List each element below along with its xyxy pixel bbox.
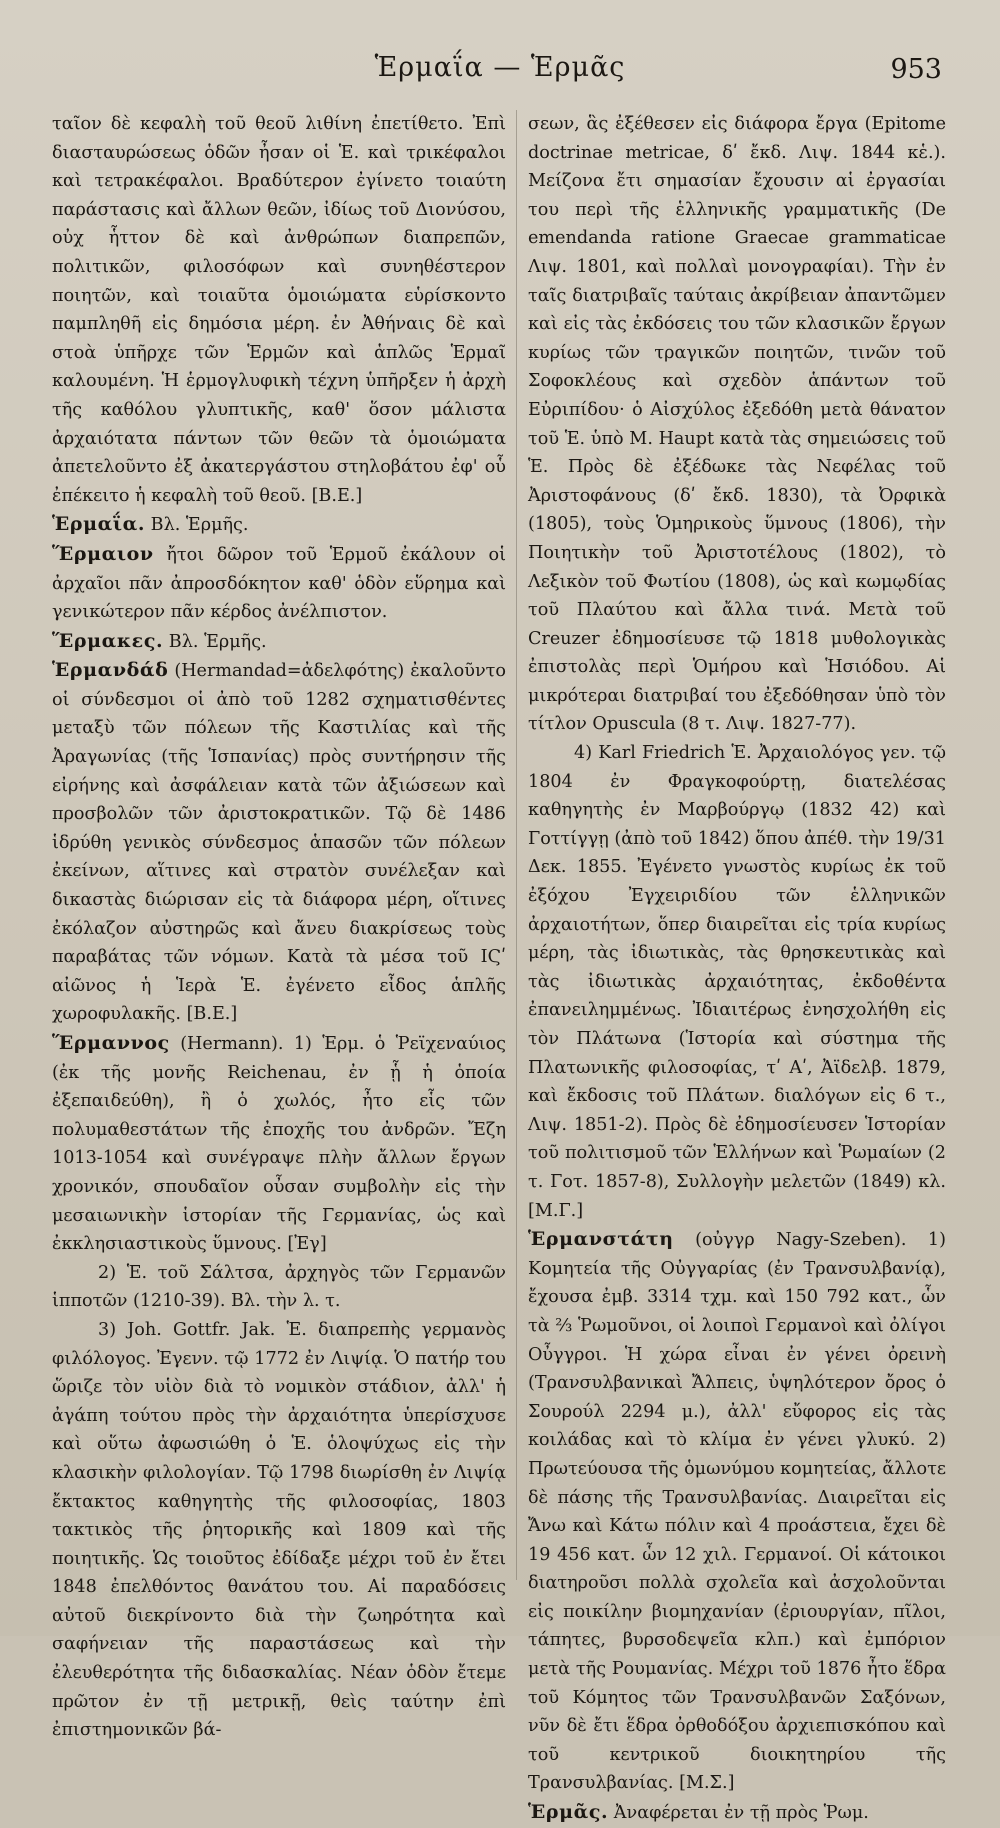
- right-column: [528, 110, 946, 1824]
- entry-text: Ἀναφέρεται ἐν τῇ πρὸς Ῥωμ.: [608, 1803, 869, 1824]
- entry-text: (Hermandad=ἀδελφότης) ἐκαλοῦντο οἱ σύνδεσμοι οἱ ἀπὸ τοῦ 1282 σχηματισθέντες μεταξὺ τῶν πόλεων τῆς Καστιλίας καὶ τῆς Ἀραγωνίας (τῆς Ἱσπανίας) πρὸς συντήρησιν τῆς εἰρήνης καὶ ἀσφάλειαν κατὰ τῶν ἀξιώσεων καὶ προσβολῶν τῶν ἀριστοκρατικῶν. Τῷ δὲ 1486 ἱδρύθη γενικὸς σύνδεσμος ἁπασῶν τῶν πόλεων ἐκείνων, αἵτινες καὶ στρατὸν συνέλεξαν καὶ δικαστὰς διώρισαν εἰς τὰ διάφορα μέρη, οἵτινες ἐκόλαζον αὐστηρῶς καὶ ἄνευ διακρίσεως τοὺς παραβάτας τῶν νόμων. Κατὰ τὰ μέσα τοῦ ΙϚʹ αἰῶνος ἡ Ἱερὰ Ἑ. ἐγένετο εἶδος ἁπλῆς χωροφυλακῆς. [Β.Ε.]: [52, 661, 506, 1025]
- subentry-4: 4) Karl Friedrich Ἑ. Ἀρχαιολόγος γεν. τῷ 1804 ἐν Φραγκοφούρτῃ, διατελέσας καθηγητὴς ἐν Μαρβούργῳ (1832 42) καὶ Γοττίγγῃ (ἀπὸ τοῦ 1842) ὅπου ἀπέθ. τὴν 19/31 Δεκ. 1855. Ἐγένετο γνωστὸς κυρίως ἐκ τοῦ ἐξόχου Ἐγχειριδίου τῶν ἑλληνικῶν ἀρχαιοτήτων, ὅπερ διαιρεῖται εἰς τρία κυρίως μέρη, τὰς ἰδιωτικὰς, τὰς θρησκευτικὰς καὶ τὰς ἰδιωτικὰς ἀρχαιότητας, ἐκδοθέντα ἐπανειλημμένως. Ἰδιαιτέρως ἐνησχολήθη εἰς τὸν Πλάτωνα (Ἱστορία καὶ σύστημα τῆς Πλατωνικῆς φιλοσοφίας, τʹ Αʹ, Ἀϊδελβ. 1879, καὶ ἔκδοσις τοῦ Πλάτων. διαλόγων εἰς 6 τ., Λιψ. 1851-2). Πρὸς δὲ ἐδημοσίευσεν Ἱστορίαν τοῦ πολιτισμοῦ τῶν Ἑλλήνων καὶ Ῥωμαίων (2 τ. Γοτ. 1857-8), Συλλογὴν μελετῶν (1849) κλ. [Μ.Γ.]: [528, 743, 946, 1221]
- entry-hermaia: [52, 510, 506, 540]
- entry-hermannstadt: [528, 1225, 946, 1798]
- left-column: [52, 110, 506, 1741]
- entry-text: (οὐγγρ Nagy-Szeben). 1) Κομητεία τῆς Οὐγγαρίας (ἐν Τρανσυλβανίᾳ), ἔχουσα ἐμβ. 3314 τχμ. καὶ 150 792 κατ., ὧν τὰ ⅔ Ῥωμοῦνοι, οἱ λοιποὶ Γερμανοὶ καὶ ὀλίγοι Οὖγγροι. Ἡ χώρα εἶναι ἐν γένει ὀρεινὴ (Τρανσυλβανικαὶ Ἄλπεις, ὑψηλότερον ὄρος ὁ Σουρούλ 2294 μ.), ἀλλ' εὔφορος εἰς τὰς κοιλάδας καὶ τὸ κλίμα ἐν γένει γλυκύ. 2) Πρωτεύουσα τῆς ὁμωνύμου κομητείας, ἄλλοτε δὲ πάσης τῆς Τρανσυλβανίας. Διαιρεῖται εἰς Ἄνω καὶ Κάτω πόλιν καὶ 4 προάστεια, ἔχει δὲ 19 456 κατ. ὧν 12 χιλ. Γερμανοί. Οἱ κάτοικοι διατηροῦσι πολλὰ σχολεῖα καὶ ἀσχολοῦνται εἰς ποικίλην βιομηχανίαν (ἐριουργίαν, πῖλοι, τάπητες, βυρσοδεψεῖα κλπ.) καὶ ἐμπόριον μετὰ τῆς Ρουμανίας. Μέχρι τοῦ 1876 ἦτο ἕδρα τοῦ Κόμητος τῶν Τρανσυλβανῶν Σαξόνων, νῦν δὲ ἔτι ἕδρα ὀρθοδόξου ἀρχιεπισκόπου καὶ τοῦ κεντρικοῦ διοικητηρίου τῆς Τρανσυλβανίας. [Μ.Σ.]: [528, 1230, 946, 1794]
- headword: Ἑρμαΐα.: [52, 513, 146, 536]
- headword: Ἕρμαιον: [52, 542, 154, 565]
- entry-hermaion: [52, 540, 506, 627]
- entry-text: Βλ. Ἑρμῆς.: [163, 631, 267, 652]
- entry-text: ἤτοι δῶρον τοῦ Ἑρμοῦ ἐκάλουν οἱ ἀρχαῖοι πᾶν ἀπροσδόκητον καθ' ὁδὸν εὕρημα καὶ γενικώτερον πᾶν κέρδος ἀνέλπιστον.: [52, 544, 506, 623]
- page-number: 953: [890, 54, 942, 85]
- headword: Ἕρμακες.: [52, 629, 164, 652]
- entry-hermandad: [52, 656, 506, 1029]
- running-title: Ἑρμαΐα — Ἑρμᾶς: [374, 52, 626, 83]
- subentry-3: 3) Joh. Gottfr. Jak. Ἑ. διαπρεπὴς γερμανὸς φιλόλογος. Ἐγενν. τῷ 1772 ἐν Λιψίᾳ. Ὁ πατήρ του ὥριζε τὸν υἱὸν διὰ τὸ νομικὸν στάδιον, ἀλλ' ἡ ἀγάπη τούτου πρὸς τὴν ἀρχαιότητα ὑπερίσχυσε καὶ οὕτω ἀφωσιώθη ὁ Ἑ. ὁλοψύχως εἰς τὴν κλασικὴν φιλολογίαν. Τῷ 1798 διωρίσθη ἐν Λιψίᾳ ἔκτακτος καθηγητὴς τῆς φιλοσοφίας, 1803 τακτικὸς τῆς ῥητορικῆς καὶ 1809 καὶ τῆς ποιητικῆς. Ὡς τοιοῦτος ἐδίδαξε μέχρι τοῦ ἐν ἔτει 1848 ἐπελθόντος θανάτου του. Αἱ παραδόσεις αὐτοῦ διεκρίνοντο διὰ τὴν ζωηρότητα καὶ σαφήνειαν τῆς παραστάσεως καὶ τὴν ἐλευθερότητα τῆς διδασκαλίας. Νέαν ὁδὸν ἔτεμε πρῶτον ἐν τῇ μετρικῇ, θεὶς ταύτην ἐπὶ ἐπιστημονικῶν βά-: [52, 1319, 506, 1741]
- entry-hermakes: [52, 627, 506, 657]
- headword: Ἑρμανστάτη: [528, 1228, 674, 1251]
- headword: Ἕρμαννος: [52, 1032, 170, 1054]
- page-header: [0, 52, 1000, 92]
- headword: Ἑρμᾶς.: [528, 1801, 609, 1824]
- entry-hermas: [528, 1798, 946, 1828]
- entry-continuation: σεων, ἃς ἐξέθεσεν εἰς διάφορα ἔργα (Epitome doctrinae metricae, δʹ ἔκδ. Λιψ. 1844 κἑ.). Μείζονα ἔτι σημασίαν ἔχουσιν αἱ ἐργασίαι του περὶ τῆς ἑλληνικῆς γραμματικῆς (De emendanda ratione Graecae grammaticae Λιψ. 1801, καὶ πολλαὶ μονογραφίαι). Τὴν ἐν ταῖς διατριβαῖς ταύταις ἀκρίβειαν ἀπαντῶμεν καὶ εἰς τὰς ἐκδόσεις του τῶν κλασικῶν ἔργων κυρίως τῶν τραγικῶν ποιητῶν, τινῶν τοῦ Σοφοκλέους καὶ σχεδὸν ἁπάντων τοῦ Εὐριπίδου· ὁ Αἰσχύλος ἐξεδόθη μετὰ θάνατον τοῦ Ἑ. ὑπὸ Μ. Haupt κατὰ τὰς σημειώσεις τοῦ Ἑ. Πρὸς δὲ ἐξέδωκε τὰς Νεφέλας τοῦ Ἀριστοφάνους (δʹ ἔκδ. 1830), τὰ Ὀρφικὰ (1805), τοὺς Ὁμηρικοὺς ὕμνους (1806), τὴν Ποιητικὴν τοῦ Ἀριστοτέλους (1802), τὸ Λεξικὸν τοῦ Φωτίου (1808), ὡς καὶ κωμῳδίας τοῦ Πλαύτου καὶ ἄλλα τινά. Μετὰ τοῦ Creuzer ἐδημοσίευσε τῷ 1818 μυθολογικὰς ἐπιστολὰς περὶ Ὁμήρου καὶ Ἡσιόδου. Αἱ μικρότεραι διατριβαί του ἐξεδόθησαν ὑπὸ τὸν τίτλον Opuscula (8 τ. Λιψ. 1827-77).: [528, 114, 946, 735]
- entry-text: (Hermann). 1) Ἑρμ. ὁ Ῥεϊχεναύιος (ἐκ τῆς μονῆς Reichenau, ἐν ᾗ ἡ ὁποία ἐξεπαιδεύθη), ἢ ὁ χωλός, ἦτο εἷς τῶν πολυμαθεστάτων τῆς ἐποχῆς του ἀνδρῶν. Ἔζη 1013-1054 καὶ συνέγραψε πλὴν ἄλλων ἔργων χρονικόν, σπουδαῖον οὖσαν συμβολὴν εἰς τὴν μεσαιωνικὴν ἱστορίαν τῆς Γερμανίας, ὡς καὶ ἐκκλησιαστικοὺς ὕμνους. [Ἐγ]: [52, 1034, 506, 1255]
- column-divider: [516, 110, 517, 1580]
- entry-continuation: ταῖον δὲ κεφαλὴ τοῦ θεοῦ λιθίνη ἐπετίθετο. Ἐπὶ διασταυρώσεως ὁδῶν ἦσαν οἱ Ἑ. καὶ τρικέφαλοι καὶ τετρακέφαλοι. Βραδύτερον ἐγίνετο τοιαύτη παράστασις καὶ ἄλλων θεῶν, ἰδίως τοῦ Διονύσου, οὐχ ἧττον δὲ καὶ ἀνθρώπων διαπρεπῶν, πολιτικῶν, φιλοσόφων καὶ συνηθέστερον ποιητῶν, καὶ τοιαῦτα ὁμοιώματα εὑρίσκοντο παμπληθῆ εἰς δημόσια μέρη. ἐν Ἀθήναις δὲ καὶ στοὰ ὑπῆρχε τῶν Ἑρμῶν καὶ ἁπλῶς Ἑρμαῖ καλουμένη. Ἡ ἑρμογλυφικὴ τέχνη ὑπῆρξεν ἡ ἀρχὴ τῆς καθόλου γλυπτικῆς, καθ' ὅσον μάλιστα ἀρχαιότατα πάντων τῶν θεῶν τὰ ὁμοιώματα ἀπετελοῦντο ἐξ ἀκατεργάστου στηλοβάτου ἐφ' οὗ ἐπέκειτο ἡ κεφαλὴ τοῦ θεοῦ. [Β.Ε.]: [52, 114, 506, 506]
- subentry-2: 2) Ἑ. τοῦ Σάλτσα, ἀρχηγὸς τῶν Γερμανῶν ἱπποτῶν (1210-39). Βλ. τὴν λ. τ.: [52, 1262, 506, 1312]
- entry-text: Βλ. Ἑρμῆς.: [145, 515, 249, 536]
- headword: Ἑρμανδάδ: [52, 659, 169, 682]
- entry-hermannos: [52, 1029, 506, 1259]
